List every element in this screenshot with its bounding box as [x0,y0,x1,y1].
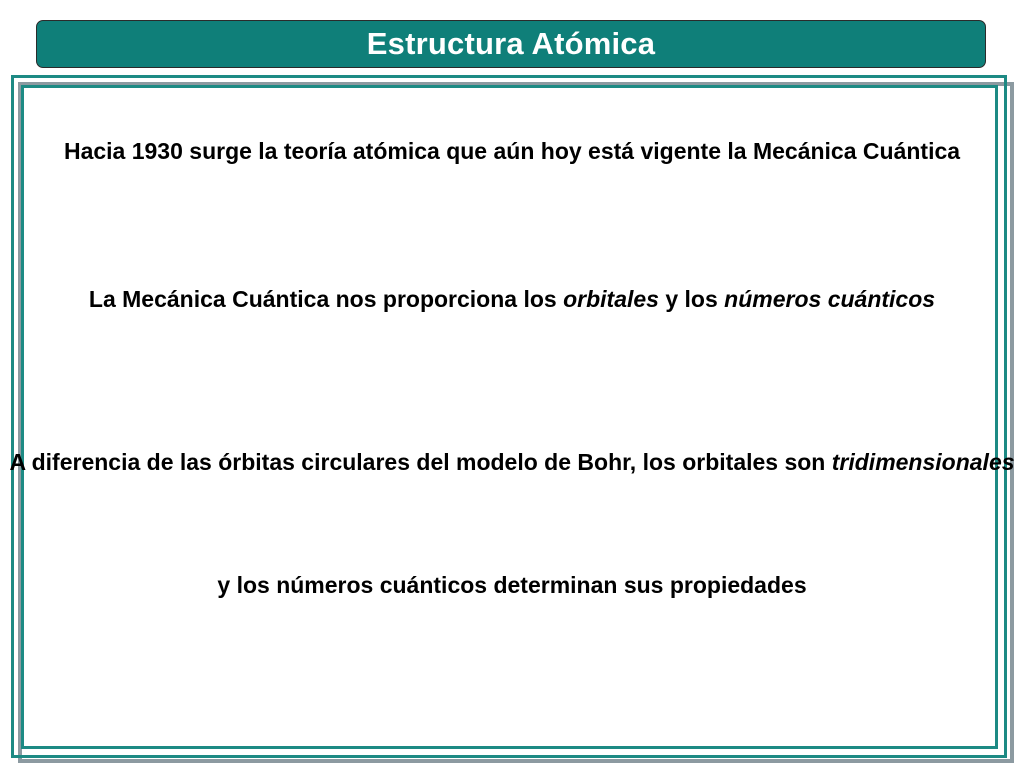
paragraph-quantum-numbers [0,569,1024,601]
paragraph-quantum-mechanics-provides [0,283,1024,315]
paragraph-3-text-a: los orbitales son [642,449,832,475]
paragraph-4-line-1: y los números cuánticos determinan sus propiedades [217,572,807,598]
paragraph-quantum-theory-intro [0,135,1024,167]
paragraph-2-line-2 [523,286,935,312]
content-frame [21,85,998,749]
paragraph-1-line-2: la Mecánica Cuántica [727,138,961,164]
paragraph-1-line-1: Hacia 1930 surge la teoría atómica que aún hoy está vigente [63,138,721,164]
slide-title-banner [36,20,986,68]
term-tridimensionales: tridimensionales [831,449,1015,475]
paragraph-2-line-1: La Mecánica Cuántica nos proporciona [88,286,518,312]
slide-title: Estructura Atómica [366,26,656,61]
paragraph-2-text-c: y los [658,286,725,312]
paragraph-3-line-1: A diferencia de las órbitas circulares del modelo de Bohr, [9,449,637,475]
term-orbitales: orbitales [563,286,659,312]
term-numeros-cuanticos: números cuánticos [724,286,936,312]
paragraph-bohr-comparison [0,446,1024,478]
paragraph-2-text-a: los [523,286,564,312]
paragraph-3-line-2 [643,449,1015,475]
